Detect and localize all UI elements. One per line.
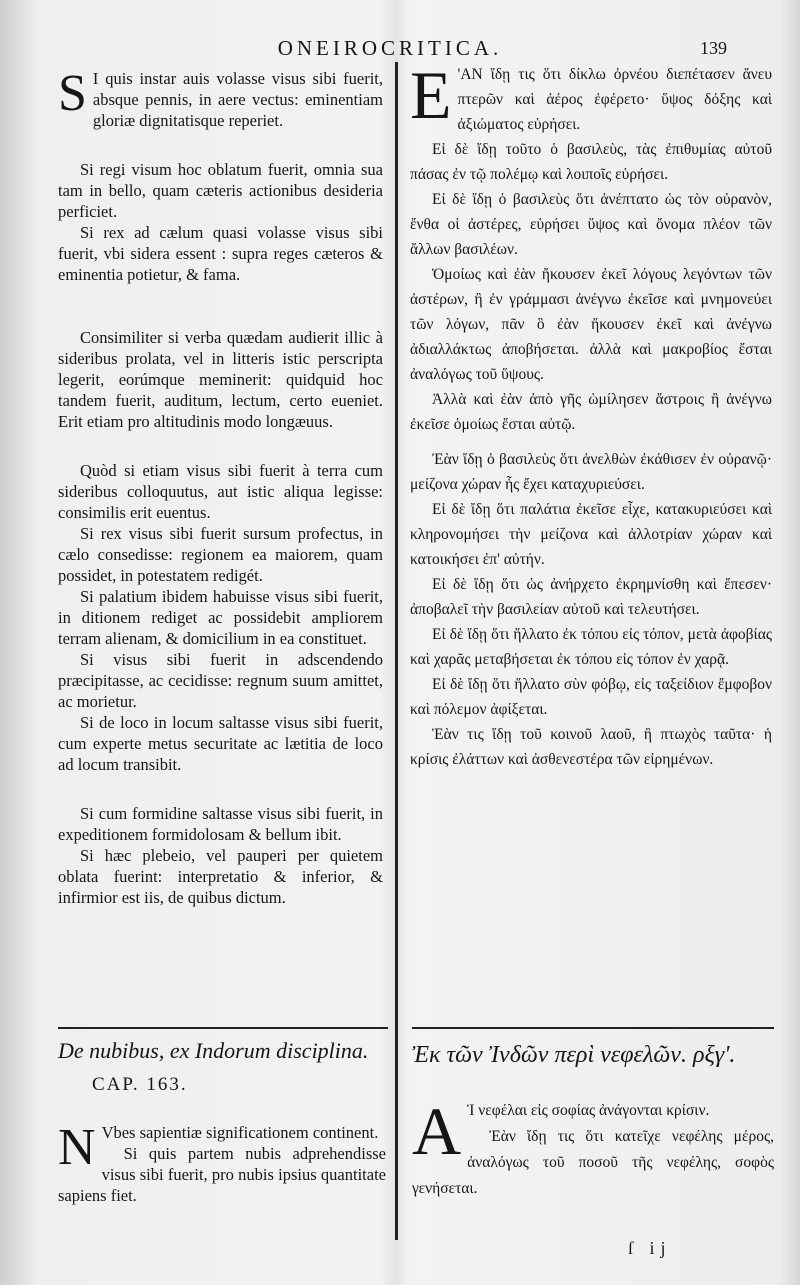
greek-paragraph-4: Ὁμοίως καὶ ἐὰν ἤκουσεν ἐκεῖ λόγους λεγόντων τῶν ἀστέρων, ἢ ἐν γράμμασι ἀνέγνω ἐκεῖσε καὶ μνημονεύει τῶν λόγων, πᾶν ὃ ἐὰν ἤκουσεν ἐκεῖ καὶ ἀνέγνω ἀδιαλλάκτως ἀποβήσεται. ἀλλὰ καὶ μακροβίος ἔσται ἀναλόγως τοῦ ὕψους. xyxy=(410,266,772,383)
latin-paragraph-11: Si hæc plebeio, vel pauperi per quietem oblata fuerint: interpretatio & inferior, & infirmior est iis, de quibus dictum. xyxy=(58,846,383,907)
greek-chapter-heading: Ἐκ τῶν Ἰνδῶν περὶ νεφελῶν. ρξγ'. xyxy=(412,1042,736,1068)
dropcap-s: S xyxy=(58,65,87,122)
latin-column xyxy=(58,65,383,908)
latin-paragraph-9: Si de loco in locum saltasse visus sibi fuerit, cum experte metus securitate ac lætitia de loco ad locum transibit. xyxy=(58,713,383,774)
latin-paragraph-8: Si visus sibi fuerit in adscendendo præcipitasse, ac cecidisse: regnum suum amittet, ac morietur. xyxy=(58,650,383,711)
latin-chapter-text xyxy=(58,1119,386,1206)
greek-paragraph-5: Ἀλλὰ καὶ ἐὰν ἀπὸ γῆς ὡμίλησεν ἄστροις ἢ ἀνέγνω ἐκεῖσε ὁμοίως ἔσται αὐτῷ. xyxy=(410,391,772,433)
greek-paragraph-9: Εἰ δὲ ἴδῃ ὅτι ἥλλατο ἐκ τόπου εἰς τόπον, μετὰ ἀφοβίας καὶ χαρᾶς μεταβήσεται ἐκ τόπου εἰς τόπον ἐν χαρᾷ. xyxy=(410,626,772,668)
greek-paragraph-2: Εἰ δὲ ἴδῃ τοῦτο ὁ βασιλεὺς, τὰς ἐπιθυμίας αὐτοῦ πάσας ἐν τῷ πολέμῳ καὶ λοιποῖς εὑρήσει. xyxy=(410,141,772,183)
latin-paragraph-2: Si regi visum hoc oblatum fuerit, omnia sua tam in bello, quam cæteris actionibus desideria perficiet. xyxy=(58,160,383,221)
running-title: ONEIROCRITICA. xyxy=(277,36,503,60)
latin-chapter-paragraph-1: N Vbes sapientiæ significationem continent. xyxy=(58,1119,379,1176)
greek-paragraph-7: Εἰ δὲ ἴδῃ ὅτι παλάτια ἐκεῖσε εἶχε, κατακυριεύσει καὶ κληρονομήσει τὴν μείζονα καὶ ἀλλοτρίαν χώραν καὶ κατοικήσει ἐπ' αὐτήν. xyxy=(410,501,772,568)
page-number: 139 xyxy=(700,38,727,58)
latin-chapter-title: De nubibus, ex Indorum disciplina. xyxy=(58,1038,369,1063)
latin-paragraph-5: Quòd si etiam visus sibi fuerit à terra cum sideribus colloquutus, aut istic aliqua legisse: consimilis erit euentus. xyxy=(58,461,383,522)
dropcap-a: A xyxy=(412,1093,462,1169)
latin-chapter-heading xyxy=(58,1035,388,1101)
greek-chapter-text xyxy=(412,1093,774,1202)
greek-chapter-paragraph-2: Ἐὰν ἴδῃ τις ὅτι κατεῖχε νεφέλης μέρος, ἀναλόγως τοῦ ποσοῦ τῆς νεφέλης, σοφὸς γενήσεται. xyxy=(412,1128,774,1197)
latin-paragraph-1: S I quis instar auis volasse visus sibi fuerit, absque pennis, in aere vectus: eminentiam gloriæ dignitatisque reperiet. xyxy=(58,65,383,130)
latin-chapter-number: CAP. 163. xyxy=(92,1074,188,1095)
greek-chapter-paragraph-1: A Ἱ νεφέλαι εἰς σοφίας ἀνάγονται κρίσιν. xyxy=(412,1093,710,1169)
latin-chapter-paragraph-2: Si quis partem nubis adprehendisse visus sibi fuerit, pro nubis ipsius quantitate sapiens fiet. xyxy=(58,1144,386,1205)
greek-paragraph-1: E 'ΑΝ ἴδῃ τις ὅτι δίκλω ὀρνέου διεπέτασεν ἄνευ πτερῶν καὶ ἀέρος ἐφέρετο· ὕψος δόξης καὶ ἀξιώματος εὑρήσει. xyxy=(410,57,772,133)
chapter-rule-right xyxy=(412,1027,774,1029)
greek-column xyxy=(410,57,772,772)
latin-paragraph-7: Si palatium ibidem habuisse visus sibi fuerit, in ditionem rediget ac possidebit ampliorem terram alienam, & domicilium in ea constituet. xyxy=(58,587,383,648)
greek-paragraph-3: Εἰ δὲ ἴδῃ ὁ βασιλεὺς ὅτι ἀνέπτατο ὡς τὸν οὐρανὸν, ἔνθα οἱ ἀστέρες, εὑρήσει ὕψος καὶ ὄνομα πλέον τῶν ἄλλων βασιλέων. xyxy=(410,191,772,258)
latin-paragraph-10: Si cum formidine saltasse visus sibi fuerit, in expeditionem formidolosam & bellum ibit. xyxy=(58,804,383,844)
column-divider xyxy=(395,62,398,1240)
latin-paragraph-3: Si rex ad cælum quasi volasse visus sibi fuerit, vbi sidera essent : supra reges cæteros & eminentia potietur, & fama. xyxy=(58,223,383,284)
latin-paragraph-4: Consimiliter si verba quædam audierit illic à sideribus prolata, vel in litteris istic perscripta legerit, eorúmque meminerit: quidquid hoc tandem fuerit, auditum, lectum, certo eueniet. Erit etiam pro altitudinis modo longæuus. xyxy=(58,328,383,431)
greek-paragraph-10: Εἰ δὲ ἴδῃ ὅτι ἥλλατο σὺν φόβῳ, εἰς ταξείδιον ἔμφοβον καὶ πόλεμον ἀφίξεται. xyxy=(410,676,772,718)
dropcap-n: N xyxy=(58,1119,96,1176)
greek-paragraph-6: Ἐὰν ἴδῃ ὁ βασιλεὺς ὅτι ἀνελθὼν ἐκάθισεν ἐν οὐρανῷ· μείζονα χώραν ἧς ἔχει καταχυριεύσει. xyxy=(410,451,772,493)
latin-paragraph-6: Si rex visus sibi fuerit sursum profectus, in cælo consedisse: regionem ea maiorem, quam possidet, in potestatem redigét. xyxy=(58,524,383,585)
greek-paragraph-11: Ἐὰν τις ἴδῃ τοῦ κοινοῦ λαοῦ, ἢ πτωχὸς ταῦτα· ἡ κρίσις ἐλάττων καὶ ἀσθενεστέρα τῶν εἰρημένων. xyxy=(410,726,772,768)
signature-mark: ſ ij xyxy=(628,1238,672,1258)
dropcap-e: E xyxy=(410,57,452,133)
greek-paragraph-8: Εἰ δὲ ἴδῃ ὅτι ὡς ἀνήρχετο ἐκρημνίσθη καὶ ἔπεσεν· ἀποβαλεῖ τὴν βασιλείαν αὐτοῦ καὶ τελευτήσει. xyxy=(410,576,772,618)
chapter-rule-left xyxy=(58,1027,388,1029)
